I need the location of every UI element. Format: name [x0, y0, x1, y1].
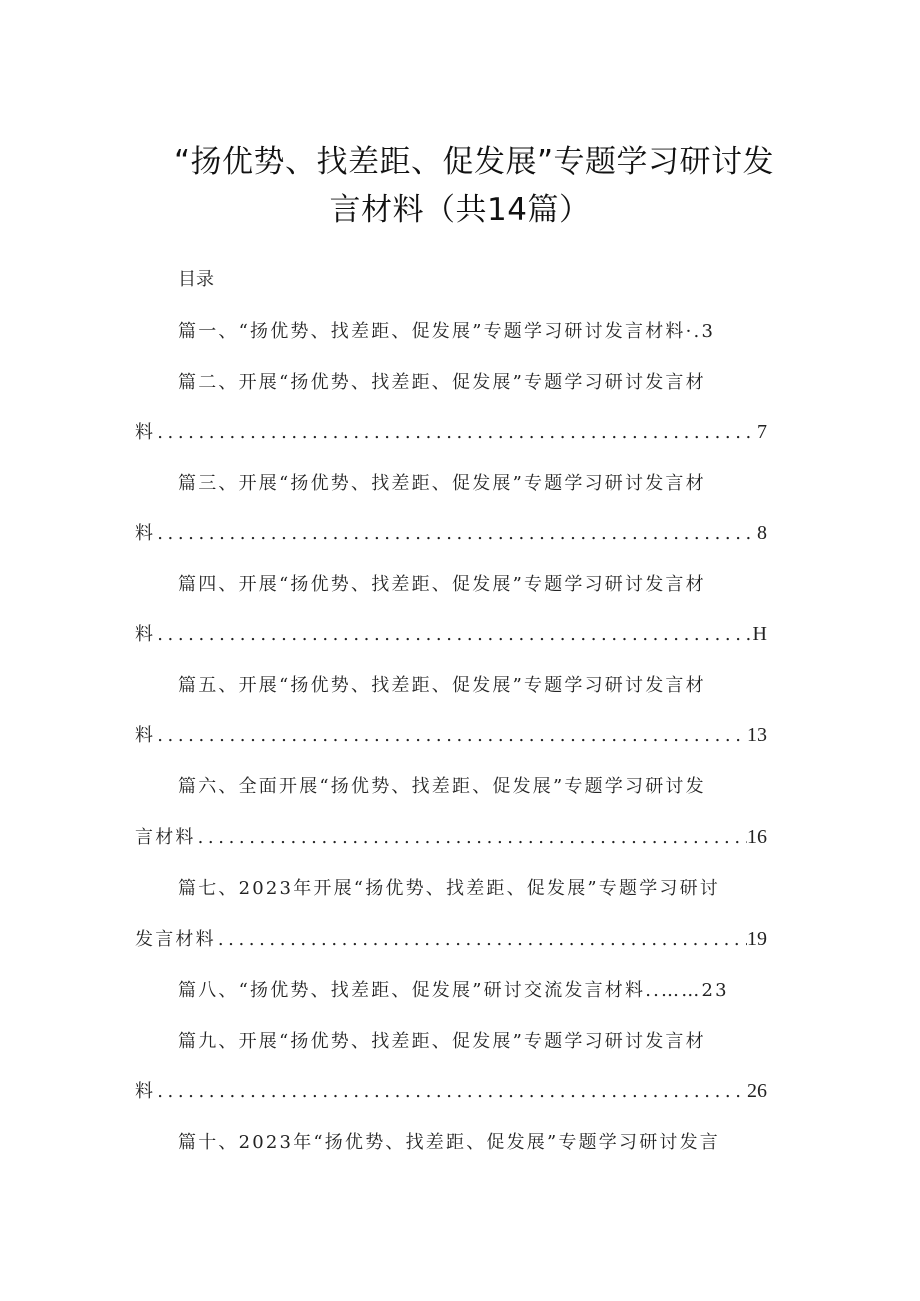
dot-leader [155, 624, 752, 645]
toc-entry-text: 料 [135, 725, 156, 746]
toc-heading: 目录 [178, 269, 214, 290]
dot-leader [155, 422, 757, 443]
toc-entry-5-continuation[interactable] [135, 721, 767, 747]
toc-entry-2[interactable]: 篇二、开展“扬优势、找差距、促发展”专题学习研讨发言材 [178, 372, 706, 393]
toc-entry-text: 发言材料 [135, 929, 216, 950]
dot-leader [155, 1081, 747, 1102]
document-title-line-2: 言材料（共14篇） [329, 192, 591, 228]
toc-entry-9[interactable]: 篇九、开展“扬优势、找差距、促发展”专题学习研讨发言材 [178, 1031, 706, 1052]
toc-page-number: 8 [757, 522, 767, 544]
toc-entry-text: 料 [135, 624, 156, 645]
toc-entry-7[interactable]: 篇七、2023年开展“扬优势、找差距、促发展”专题学习研讨 [178, 878, 721, 899]
toc-entry-8[interactable]: 篇八、“扬优势、找差距、促发展”研讨交流发言材料..……23 [178, 980, 729, 1001]
toc-page-number: 16 [747, 826, 767, 848]
toc-page-number: H [752, 623, 767, 645]
dot-leader [155, 725, 747, 746]
toc-entry-3-continuation[interactable] [135, 519, 767, 545]
toc-entry-text: 料 [135, 422, 156, 443]
toc-entry-6[interactable]: 篇六、全面开展“扬优势、找差距、促发展”专题学习研讨发 [178, 776, 706, 797]
toc-page-number: 19 [747, 928, 767, 950]
toc-page-number: 26 [747, 1080, 767, 1102]
toc-entry-text: 料 [135, 523, 156, 544]
toc-entry-9-continuation[interactable] [135, 1077, 767, 1103]
toc-entry-7-continuation[interactable] [135, 925, 767, 951]
dot-leader [155, 523, 757, 544]
document-title-line-1: “扬优势、找差距、促发展”专题学习研讨发 [173, 144, 775, 180]
toc-entry-1[interactable]: 篇一、“扬优势、找差距、促发展”专题学习研讨发言材料·.3 [178, 321, 716, 342]
toc-entry-text: 料 [135, 1081, 156, 1102]
toc-entry-2-continuation[interactable] [135, 418, 767, 444]
toc-entry-4[interactable]: 篇四、开展“扬优势、找差距、促发展”专题学习研讨发言材 [178, 574, 706, 595]
toc-entry-10[interactable]: 篇十、2023年“扬优势、找差距、促发展”专题学习研讨发言 [178, 1132, 721, 1153]
toc-page-number: 7 [757, 421, 767, 443]
dot-leader [216, 929, 747, 950]
toc-entry-6-continuation[interactable] [135, 823, 767, 849]
dot-leader [196, 827, 747, 848]
toc-page-number: 13 [747, 724, 767, 746]
toc-entry-4-continuation[interactable] [135, 620, 767, 646]
toc-entry-5[interactable]: 篇五、开展“扬优势、找差距、促发展”专题学习研讨发言材 [178, 675, 706, 696]
toc-entry-3[interactable]: 篇三、开展“扬优势、找差距、促发展”专题学习研讨发言材 [178, 473, 706, 494]
toc-entry-text: 言材料 [135, 827, 196, 848]
